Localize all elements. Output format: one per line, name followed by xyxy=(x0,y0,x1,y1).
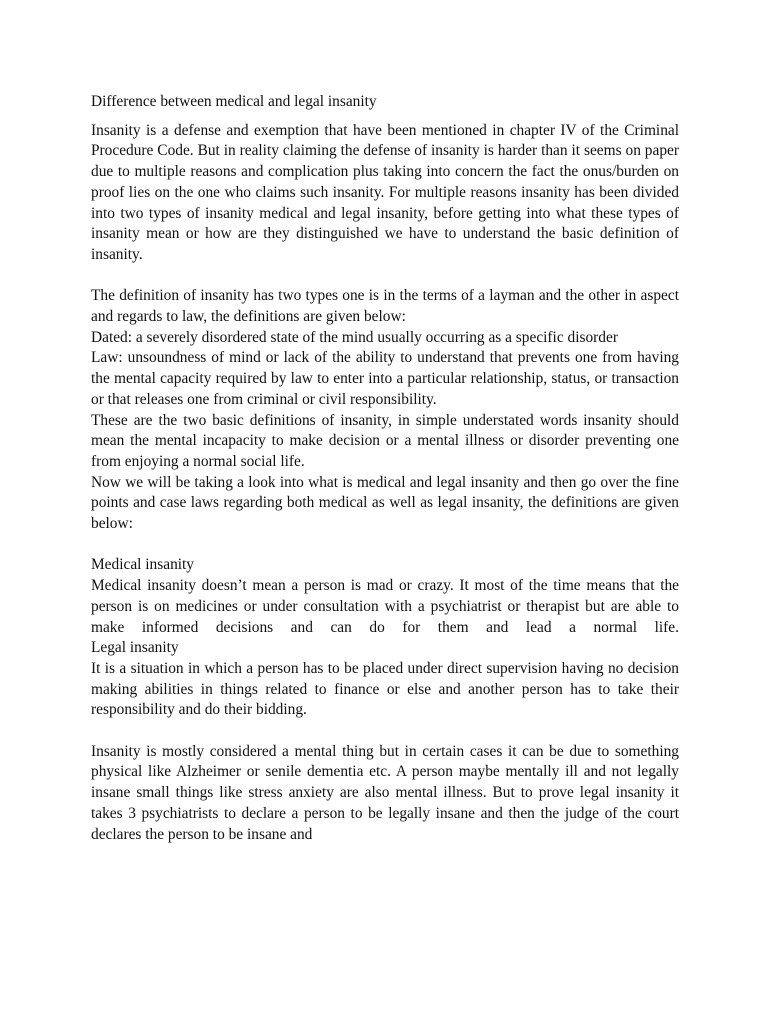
dated-definition-paragraph: Dated: a severely disordered state of the mind usually occurring as a specific disorder xyxy=(91,328,618,346)
overview-paragraph: Now we will be taking a look into what is medical and legal insanity and then go over the fine points and case laws regarding both medical as well as legal insanity, the definitions are given below: xyxy=(91,473,679,533)
intro-paragraph: Insanity is a defense and exemption that have been mentioned in chapter IV of the Criminal Procedure Code. But in reality claiming the defense of insanity is harder than it seems on paper due to multiple reasons and complication plus taking into concern the fact the onus/burden on proof lies on the one who claims such insanity. For multiple reasons insanity has been divided into two types of insanity medical and legal insanity, before getting into what these types of insanity mean or how are they distinguished we have to understand the basic definition of insanity. xyxy=(91,121,679,263)
law-definition-paragraph: Law: unsoundness of mind or lack of the ability to understand that prevents one from having the mental capacity required by law to enter into a particular relationship, status, or transaction or that releases one from criminal or civil responsibility. xyxy=(91,349,679,408)
medical-insanity-heading: Medical insanity xyxy=(91,556,195,574)
definition-intro-paragraph: The definition of insanity has two types one is in the terms of a layman and the other in aspect and regards to law, the definitions are given below: xyxy=(91,287,679,326)
basic-definitions-paragraph: These are the two basic definitions of insanity, in simple understated words insanity should mean the mental incapacity to make decision or a mental illness or disorder preventing one from enjoying a normal social life. xyxy=(91,411,679,470)
legal-insanity-heading: Legal insanity xyxy=(91,639,179,657)
mental-thing-paragraph: Insanity is mostly considered a mental thing but in certain cases it can be due to something physical like Alzheimer or senile dementia etc. A person maybe mentally ill and not legally insane small things like stress anxiety are also mental illness. But to prove legal insanity it takes 3 psychiatrists to declare a person to be legally insane and then the judge of the court declares the person to be insane and xyxy=(91,742,679,843)
medical-insanity-paragraph: Medical insanity doesn’t mean a person is mad or crazy. It most of the time means that the person is on medicines or under consultation with a psychiatrist or therapist but are able to make informed decisions and can do for them and lead a normal life. xyxy=(91,577,679,636)
legal-insanity-paragraph: It is a situation in which a person has to be placed under direct supervision having no decision making abilities in things related to finance or else and another person has to take their responsibility and do their bidding. xyxy=(91,659,679,719)
document-body xyxy=(91,92,679,845)
document-title: Difference between medical and legal insanity xyxy=(91,93,377,110)
